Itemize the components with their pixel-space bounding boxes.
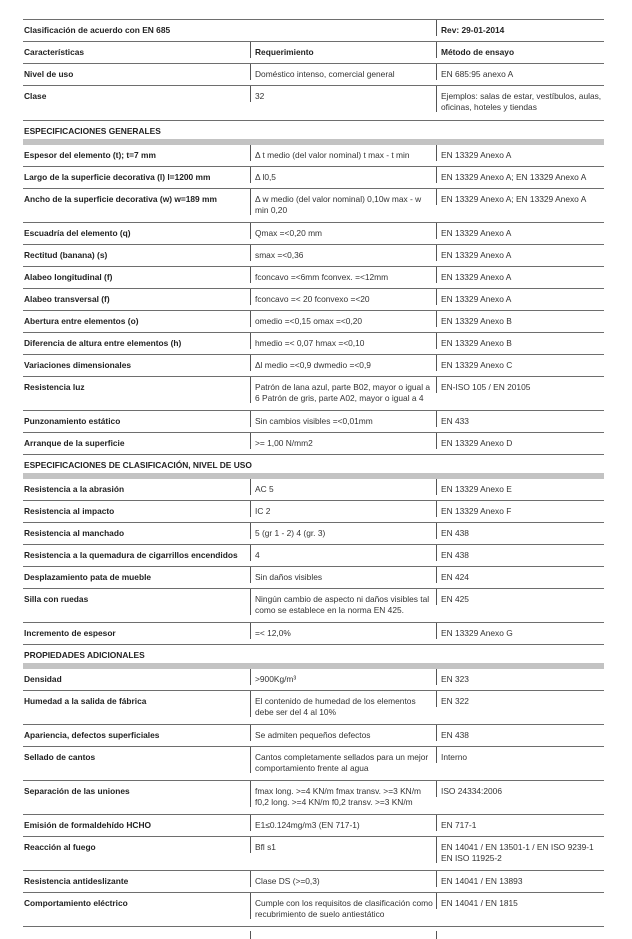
method-cell: EN 13329 Anexo F — [436, 501, 604, 517]
requirement-cell: El contenido de humedad de los elementos debe ser del 4 al 10% — [250, 691, 436, 717]
characteristic-cell: Punzonamiento estático — [24, 416, 121, 426]
characteristic-cell: Resistencia al impacto — [24, 506, 115, 516]
table-row — [23, 500, 604, 522]
method-cell: EN 438 — [436, 725, 604, 741]
requirement-cell: Cumple con los requisitos de clasificación como recubrimiento de suelo antiestático — [250, 893, 436, 919]
method-cell: Ejemplos: salas de estar, vestíbulos, aulas, oficinas, hoteles y tiendas — [436, 86, 604, 112]
method-cell: EN 323 — [436, 669, 604, 685]
requirement-cell: Cantos completamente sellados para un mejor comportamiento frente al agua — [250, 747, 436, 773]
characteristic-cell: Abertura entre elementos (o) — [24, 316, 139, 326]
characteristic-cell: Resistencia a la quemadura de cigarrillos encendidos — [24, 550, 238, 560]
intro-rows — [23, 63, 604, 120]
method-cell: EN 14041 / EN 1815 — [436, 893, 604, 909]
characteristic-cell: Resistencia luz — [24, 382, 85, 392]
section-header — [23, 454, 604, 473]
requirement-cell: Qmax =<0,20 mm — [250, 223, 436, 239]
requirement-cell: Patrón de lana azul, parte B02, mayor o igual a 6 Patrón de gris, parte A02, mayor o igual a 4 — [250, 377, 436, 403]
requirement-cell: Sin daños visibles — [250, 567, 436, 583]
method-cell: EN 424 — [436, 567, 604, 583]
characteristic-cell: Variaciones dimensionales — [24, 360, 132, 370]
requirement-cell: Δ t medio (del valor nominal) t max - t min — [250, 145, 436, 161]
requirement-cell: >= 1,00 N/mm2 — [250, 433, 436, 449]
table-row — [23, 310, 604, 332]
characteristic-cell: Densidad — [24, 674, 62, 684]
method-cell: EN 438 — [436, 545, 604, 561]
characteristic-cell: Nivel de uso — [24, 69, 74, 79]
table-row — [23, 410, 604, 432]
characteristic-cell: Escuadría del elemento (q) — [24, 228, 131, 238]
characteristic-cell: Sellado de cantos — [24, 752, 96, 762]
requirement-cell: >900Kg/m³ — [250, 669, 436, 685]
table-row — [23, 588, 604, 622]
characteristic-cell: Alabeo longitudinal (f) — [24, 272, 113, 282]
table-row — [23, 376, 604, 410]
column-divider — [436, 931, 437, 939]
table-row — [23, 85, 604, 120]
document-title: Clasificación de acuerdo con EN 685 — [24, 25, 171, 35]
table-row — [23, 544, 604, 566]
table-row — [23, 188, 604, 222]
sections — [23, 120, 604, 926]
characteristic-cell: Comportamiento eléctrico — [24, 898, 128, 908]
title-row — [23, 19, 604, 41]
method-cell: EN 13329 Anexo A; EN 13329 Anexo A — [436, 189, 604, 205]
characteristic-cell: Clase — [24, 91, 47, 101]
table-row — [23, 166, 604, 188]
requirement-cell: =< 12,0% — [250, 623, 436, 639]
table-row — [23, 522, 604, 544]
table-row — [23, 266, 604, 288]
characteristic-cell: Humedad a la salida de fábrica — [24, 696, 147, 706]
method-cell: EN 14041 / EN 13893 — [436, 871, 604, 887]
method-cell: EN 425 — [436, 589, 604, 605]
characteristic-cell: Espesor del elemento (t); t=7 mm — [24, 150, 156, 160]
table-row — [23, 814, 604, 836]
method-cell: EN 13329 Anexo A — [436, 223, 604, 239]
table-row — [23, 836, 604, 870]
method-cell: EN 438 — [436, 523, 604, 539]
table-row — [23, 354, 604, 376]
requirement-cell: omedio =<0,15 omax =<0,20 — [250, 311, 436, 327]
characteristic-cell: Arranque de la superficie — [24, 438, 125, 448]
method-cell: EN 13329 Anexo A — [436, 245, 604, 261]
method-cell: EN 13329 Anexo B — [436, 333, 604, 349]
table-row — [23, 479, 604, 500]
table-row — [23, 145, 604, 166]
requirement-cell: Δl medio =<0,9 dwmedio =<0,9 — [250, 355, 436, 371]
column-header-requirement: Requerimiento — [250, 42, 436, 58]
requirement-cell: Bfl s1 — [250, 837, 436, 853]
column-header-characteristic: Características — [24, 47, 85, 57]
method-cell: EN 433 — [436, 411, 604, 427]
method-cell: EN 13329 Anexo A — [436, 289, 604, 305]
characteristic-cell: Rectitud (banana) (s) — [24, 250, 108, 260]
characteristic-cell: Desplazamiento pata de mueble — [24, 572, 152, 582]
method-cell: EN 13329 Anexo A; EN 13329 Anexo A — [436, 167, 604, 183]
requirement-cell: Δ w medio (del valor nominal) 0,10w max - w min 0,20 — [250, 189, 436, 215]
table-row — [23, 892, 604, 926]
table-row — [23, 332, 604, 354]
table-row — [23, 63, 604, 85]
method-cell: ISO 24334:2006 — [436, 781, 604, 797]
table-row — [23, 288, 604, 310]
spec-sheet — [23, 6, 604, 939]
method-cell: EN 717-1 — [436, 815, 604, 831]
requirement-cell: E1≤0.124mg/m3 (EN 717-1) — [250, 815, 436, 831]
section-header — [23, 120, 604, 139]
characteristic-cell: Incremento de espesor — [24, 628, 116, 638]
characteristic-cell: Resistencia antideslizante — [24, 876, 129, 886]
requirement-cell: 5 (gr 1 - 2) 4 (gr. 3) — [250, 523, 436, 539]
characteristic-cell: Separación de las uniones — [24, 786, 130, 796]
table-row — [23, 870, 604, 892]
requirement-cell: Se admiten pequeños defectos — [250, 725, 436, 741]
requirement-cell: Doméstico intenso, comercial general — [250, 64, 436, 80]
section-title: ESPECIFICACIONES GENERALES — [24, 126, 161, 136]
method-cell: Interno — [436, 747, 604, 763]
requirement-cell: Ningún cambio de aspecto ni daños visibles tal como se establece en la norma EN 425. — [250, 589, 436, 615]
method-cell: EN 13329 Anexo D — [436, 433, 604, 449]
table-row — [23, 724, 604, 746]
requirement-cell: Clase DS (>=0,3) — [250, 871, 436, 887]
requirement-cell: 4 — [250, 545, 436, 561]
method-cell: EN 13329 Anexo C — [436, 355, 604, 371]
section-title: PROPIEDADES ADICIONALES — [24, 650, 145, 660]
characteristic-cell: Silla con ruedas — [24, 594, 89, 604]
section-header — [23, 644, 604, 663]
requirement-cell: IC 2 — [250, 501, 436, 517]
method-cell: EN 13329 Anexo A — [436, 267, 604, 283]
requirement-cell: fmax long. >=4 KN/m fmax transv. >=3 KN/m f0,2 long. >=4 KN/m f0,2 transv. >=3 KN/m — [250, 781, 436, 807]
table-row — [23, 622, 604, 644]
table-row — [23, 780, 604, 814]
table-row — [23, 690, 604, 724]
characteristic-cell: Resistencia al manchado — [24, 528, 125, 538]
requirement-cell: fconcavo =< 20 fconvexo =<20 — [250, 289, 436, 305]
method-cell: EN 13329 Anexo G — [436, 623, 604, 639]
requirement-cell: smax =<0,36 — [250, 245, 436, 261]
table-row — [23, 669, 604, 690]
column-divider — [250, 931, 251, 939]
characteristic-cell: Largo de la superficie decorativa (l) l=1200 mm — [24, 172, 211, 182]
method-cell: EN 14041 / EN 13501-1 / EN ISO 9239-1 EN ISO 11925-2 — [436, 837, 604, 863]
characteristic-cell: Reacción al fuego — [24, 842, 96, 852]
column-header-method: Método de ensayo — [436, 42, 604, 58]
method-cell: EN 322 — [436, 691, 604, 707]
table-row — [23, 746, 604, 780]
table-row — [23, 432, 604, 454]
characteristic-cell: Diferencia de altura entre elementos (h) — [24, 338, 182, 348]
characteristic-cell: Emisión de formaldehído HCHO — [24, 820, 152, 830]
method-cell: EN 13329 Anexo B — [436, 311, 604, 327]
method-cell: EN 685:95 anexo A — [436, 64, 604, 80]
requirement-cell: 32 — [250, 86, 436, 102]
method-cell: EN 13329 Anexo A — [436, 145, 604, 161]
requirement-cell: hmedio =< 0,07 hmax =<0,10 — [250, 333, 436, 349]
column-header-row — [23, 41, 604, 63]
characteristic-cell: Resistencia a la abrasión — [24, 484, 125, 494]
characteristic-cell: Ancho de la superficie decorativa (w) w=189 mm — [24, 194, 217, 204]
table-row — [23, 566, 604, 588]
section-title: ESPECIFICACIONES DE CLASIFICACIÓN, NIVEL DE USO — [24, 460, 252, 470]
table-bottom-border — [23, 926, 604, 939]
table-row — [23, 222, 604, 244]
method-cell: EN 13329 Anexo E — [436, 479, 604, 495]
requirement-cell: Δ l0,5 — [250, 167, 436, 183]
requirement-cell: AC 5 — [250, 479, 436, 495]
requirement-cell: Sin cambios visibles =<0,01mm — [250, 411, 436, 427]
characteristic-cell: Alabeo transversal (f) — [24, 294, 110, 304]
revision-label: Rev: 29-01-2014 — [436, 20, 604, 36]
table-row — [23, 244, 604, 266]
requirement-cell: fconcavo =<6mm fconvex. =<12mm — [250, 267, 436, 283]
characteristic-cell: Apariencia, defectos superficiales — [24, 730, 160, 740]
method-cell: EN-ISO 105 / EN 20105 — [436, 377, 604, 393]
